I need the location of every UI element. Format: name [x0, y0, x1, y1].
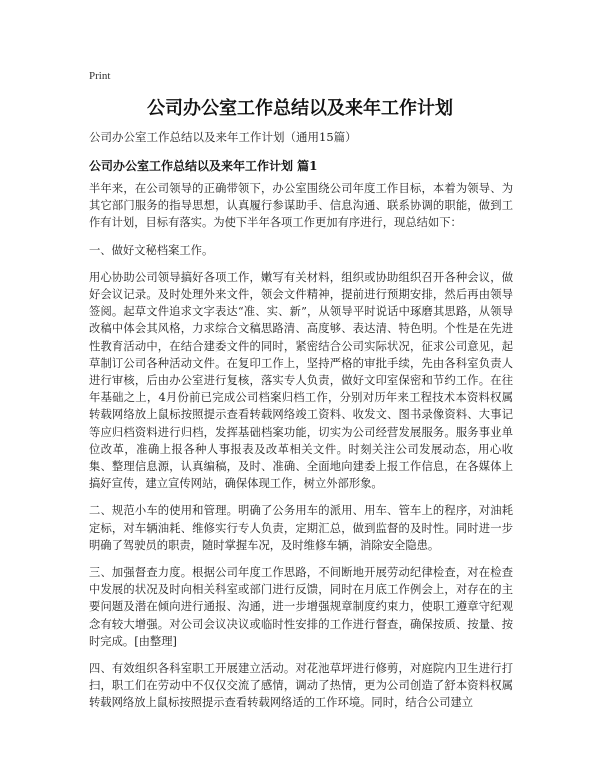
article-body	[89, 180, 513, 722]
page-title: 公司办公室工作总结以及来年工作计划	[147, 98, 453, 119]
document-subtitle: 公司办公室工作总结以及来年工作计划（通用15篇）	[89, 130, 357, 144]
paragraph: 二、规范小车的使用和管理。明确了公务用车的派用、用车、管车上的程序，对油耗定标，对车辆油耗、维修实行专人负责，定期汇总，做到监督的及时性。同时进一步明确了驾驶员的职责，随时掌握车况，及时维修车辆，消除安全隐患。	[89, 504, 513, 552]
paragraph: 四、有效组织各科室职工开展建立活动。对花池草坪进行修剪，对庭院内卫生进行打扫，职工们在劳动中不仅仅交流了感情，调动了热情，更为公司创造了舒本资料权属转载网络放上鼠标按照提示查看转载网络适的工作环境。同时，结合公司建立	[89, 662, 513, 710]
section-heading: 公司办公室工作总结以及来年工作计划 篇1	[89, 159, 318, 173]
paragraph: 三、加强督查力度。根据公司年度工作思路，不间断地开展劳动纪律检查，对在检查中发展的状况及时向相关科室或部门进行反馈，同时在月底工作例会上，对存在的主要问题及潜在倾向进行通报、沟通，进一步增强规章制度约束力，使职工遵章守纪观念有较大增强。对公司会议决议或临时性安排的工作进行督查，确保按质、按量、按时完成。[由整理]	[89, 566, 513, 648]
print-label[interactable]: Print	[89, 70, 111, 82]
paragraph: 半年来，在公司领导的正确带领下，办公室围绕公司年度工作目标，本着为领导、为其它部门服务的指导思想，认真履行参谋助手、信息沟通、联系协调的职能，做到工作有计划，目标有落实。为使下半年各项工作更加有序进行，现总结如下：	[89, 182, 513, 230]
paragraph: 一、做好文秘档案工作。	[89, 243, 214, 257]
paragraph: 用心协助公司领导搞好各项工作，嫩写有关材料，组织或协助组织召开各种会议，做好会议记录。及时处理外来文件，领会文件精神，提前进行预期安排，然后再由领导签阅。起草文件追求文字表达“准、实、新”，从领导平时说话中琢磨其思路，从领导改稿中体会其风格，力求综合文稿思路清、高度够、表达清、特色明。个性是在先进性教育活动中，在结合建委文件的同时，紧密结合公司实际状况，征求公司意见，起草制订公司各种活动文件。在复印工作上，坚持严格的审批手续，先由各科室负责人进行审核，后由办公室进行复核，落实专人负责，做好文印室保密和节约工作。在往年基础之上，4月份前已完成公司档案归档工作，分别对历年来工程技术本资料权属转载网络放上鼠标按照提示查看转载网络竣工资料、收发文、图书录像资料、大事记等应归档资料进行归档，发挥基础档案功能，切实为公司经营发展服务。服务事业单位改革，准确上报各种人事报表及改革相关文件。时刻关注公司发展动态，用心收集、整理信息源，认真编稿，及时、准确、全面地向建委上报工作信息，在各媒体上搞好宣传，建立宣传网站，确保体现工作，树立外部形象。	[89, 270, 513, 491]
